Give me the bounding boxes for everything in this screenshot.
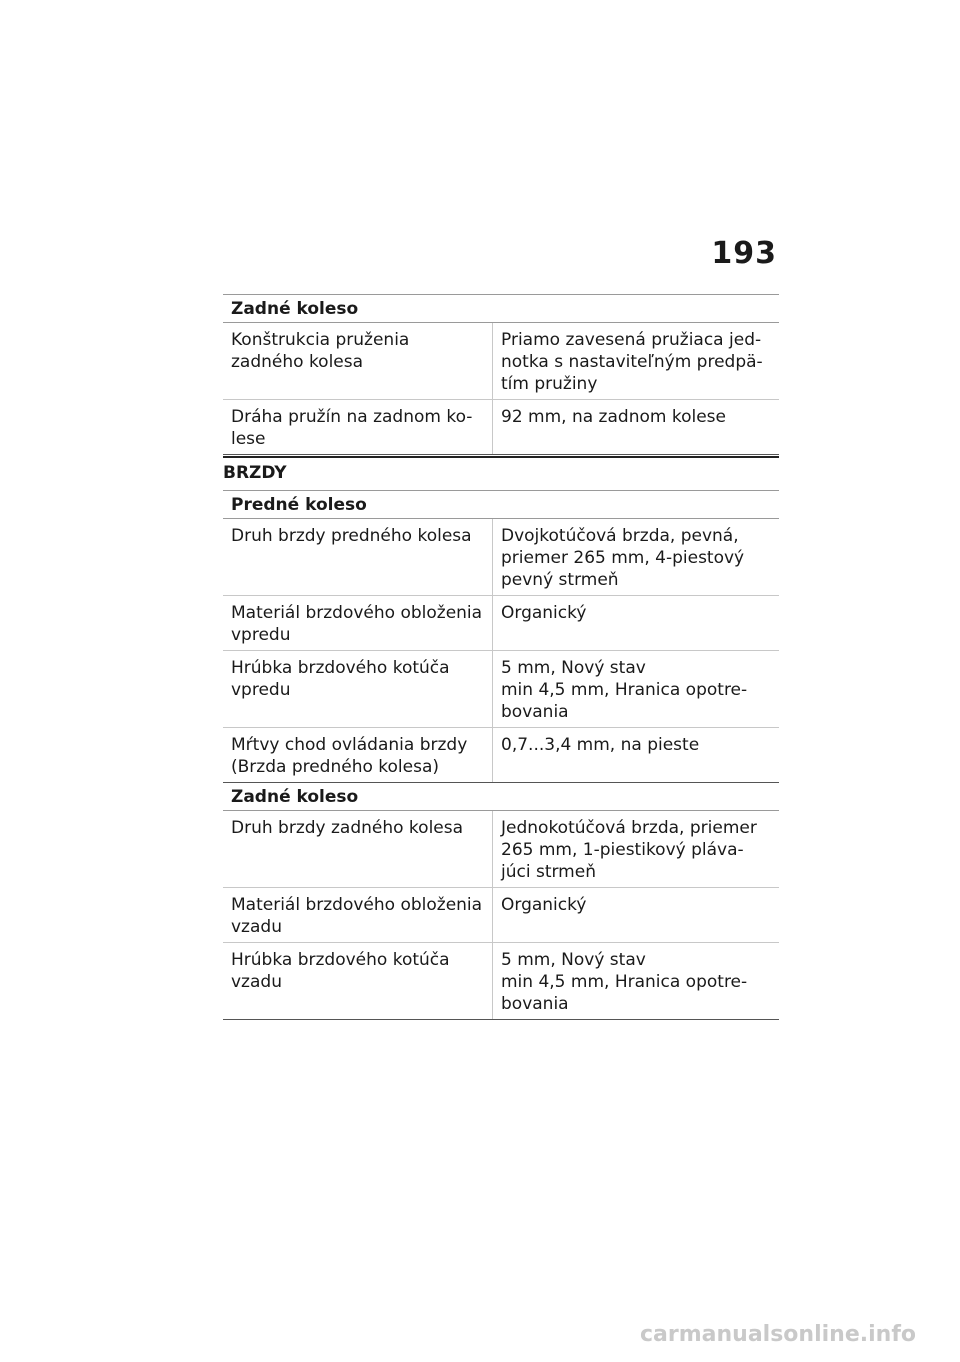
row-value: 92 mm, na zadnom kolese <box>501 407 726 427</box>
row-value: Priamo zavesená pružiaca jed-notka s nastaviteľným predpä-tím pružiny <box>501 330 763 394</box>
row-label: Hrúbka brzdového kotúča vzadu <box>223 943 493 1019</box>
table-row <box>223 888 779 943</box>
value-line: 5 mm, Nový stav <box>501 658 646 678</box>
row-value: Jednokotúčová brzda, priemer 265 mm, 1-piestikový pláva-júci strmeň <box>501 818 757 882</box>
row-value <box>493 943 779 1019</box>
rear-wheel-heading: Zadné koleso <box>223 295 779 323</box>
row-label: Druh brzdy predného kolesa <box>223 519 493 595</box>
value-line: 5 mm, Nový stav <box>501 950 646 970</box>
table-row <box>223 728 779 782</box>
table-row <box>223 811 779 888</box>
row-label: Mŕtvy chod ovládania brzdy (Brzda predného kolesa) <box>223 728 493 782</box>
row-label: Materiál brzdového obloženia vpredu <box>223 596 493 650</box>
table-row <box>223 651 779 728</box>
rear-wheel-heading: Zadné koleso <box>223 782 779 811</box>
row-label: Dráha pružín na zadnom ko-lese <box>223 400 493 454</box>
watermark-footer: carmanualsonline.info <box>640 1322 916 1347</box>
table-row <box>223 400 779 455</box>
table-row <box>223 519 779 596</box>
row-label: Konštrukcia pruženia zadného kolesa <box>223 323 493 399</box>
value-line: min 4,5 mm, Hranica opotre-bovania <box>501 680 748 722</box>
row-label: Hrúbka brzdového kotúča vpredu <box>223 651 493 727</box>
row-value: Dvojkotúčová brzda, pevná, priemer 265 mm, 4-piestový pevný strmeň <box>501 526 745 590</box>
front-wheel-heading: Predné koleso <box>223 491 779 519</box>
page-number: 193 <box>711 236 777 271</box>
row-label: Materiál brzdového obloženia vzadu <box>223 888 493 942</box>
row-label: Druh brzdy zadného kolesa <box>223 811 493 887</box>
row-value <box>493 651 779 727</box>
table-row <box>223 323 779 400</box>
row-value: Organický <box>501 603 587 623</box>
rear-suspension-table <box>223 294 779 455</box>
table-row <box>223 943 779 1020</box>
brakes-table <box>223 490 779 1020</box>
row-value: Organický <box>501 895 587 915</box>
row-value: 0,7...3,4 mm, na pieste <box>501 735 700 755</box>
value-line: min 4,5 mm, Hranica opotre-bovania <box>501 972 748 1014</box>
section-title-brakes: BRZDY <box>223 456 779 484</box>
table-row <box>223 596 779 651</box>
